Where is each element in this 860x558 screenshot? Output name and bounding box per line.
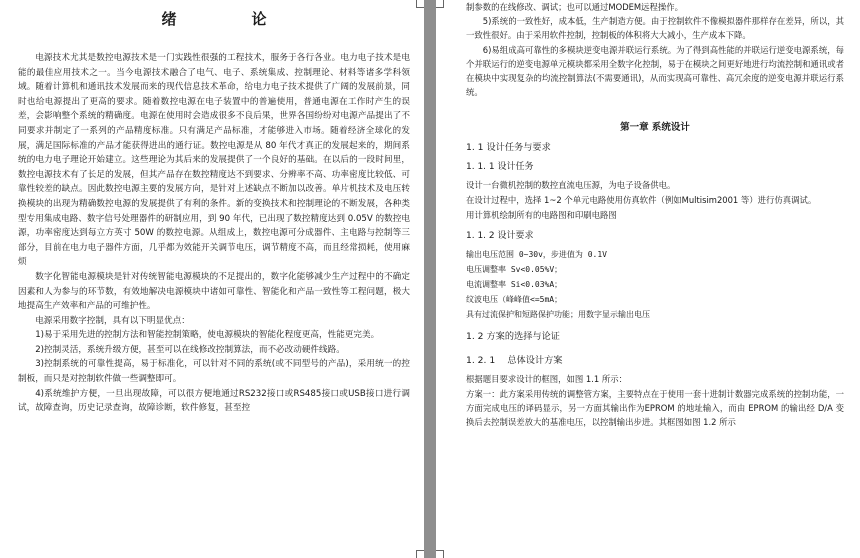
task-line: 用计算机绘制所有的电路图和印刷电路图 [466,209,617,220]
advantage-item: 2)控制灵活，系统升级方便，甚至可以在线修改控制算法，而不必改动硬件线路。 [35,344,345,355]
task-line: 在设计过程中，选择 1~2 个单元电路使用仿真软件（例如Multisim2001 等）进行仿真调试。 [466,195,817,206]
page-corner-mark [416,0,424,8]
document-page-left [0,0,424,558]
section-heading: 1. 2 方案的选择与论证 [466,331,560,343]
document-page-right [436,0,860,558]
task-line: 设计一台微机控制的数控直流电压源，为电子设备供电。 [466,180,676,191]
chapter-title: 第一章 系统设计 [620,122,690,134]
advantage-item: 1)易于采用先进的控制方法和智能控制策略，使电源模块的智能化程度更高，性能更完美。 [35,330,380,341]
subsection-heading: 1. 1. 1 设计任务 [466,162,534,173]
page-corner-mark [416,550,424,558]
page-corner-mark [436,0,444,8]
advantage-item: 4)系统维护方便，一旦出现故障，可以很方便地通过RS232接口或RS485接口或USB接口进行调试，故障查询，历史记录查询，故障诊断，软件修复，甚至控 [18,388,410,414]
intro-paragraph: 数字化智能电源模块是针对传统智能电源模块的不足提出的，数字化能够减少生产过程中的不确定因素和人为参与的环节数，有效地解决电源模块中诸如可靠性、智能化和产品一致性等工程问题，极大地提高生产效率和产品的可维护性。 [18,271,410,312]
continued-paragraph: 制参数的在线修改、调试；也可以通过MODEM远程操作。 [466,2,684,12]
page-corner-mark [436,550,444,558]
subsection-heading: 1. 1. 2 设计要求 [466,231,534,242]
intro-paragraph: 电源技术尤其是数控电源技术是一门实践性很强的工程技术，服务于各行各业。电力电子技术是电能的最佳应用技术之一。当今电源技术融合了电气、电子、系统集成、控制理论、材料等诸多学科领域。随着计算机和通讯技术发展而来的现代信息技术革命，给电力电子技术提供了广阔的发展前景，同时也给电源提出了更高的要求。随着数控电源在电子装置中的普遍使用，普通电源在工作时产生的误差，会影响整个系统的精确度。电源在使用时会造成很多不良后果，世界各国纷纷对电源产品提出了不同要求并制定了一系列的产品精度标准。只有满足产品标准，才能够进入市场。随着经济全球化的发展，满足国际标准的产品才能获得进出的通行证。数控电源是从 80 年代才真正的发展起来的，期间系统的电力电子理论开始建立。这些理论为其后来的发展提供了一个良好的基础。在以后的一段时间里，数控电源技术有了长足的发展，但其产品存在数控精度达不到要求、分辨率不高、功率密度比较低、可靠性较差的缺点。因此数控电源主要的发展方向，是针对上述缺点不断加以改善。单片机技术及电压转换模块的出现为精确数控电源的发展提供了有利的条件。新的变换技术和控制理论的不断发展，各种类型专用集成电路、数字信号处理器件的研制应用，到 90 年代，已出现了数控精度达到 0.05V 的数控电源，功率密度达到每立方英寸 50W 的数控电源。从组成上，数控电源可分成器件、主电路与控制等三部分，目前在电力电子器件方面，几乎都为效能开关调节电压，调节精度不高，而且经常损耗，使用麻烦 [18,53,410,268]
requirement-line: 电压调整率 Sv<0.05%V； [466,265,563,275]
advantage-item: 6)易组成高可靠性的多模块逆变电源并联运行系统。为了得到高性能的并联运行逆变电源系统，每个并联运行的逆变电源单元模块都采用全数字化控制，易于在模块之间更好地进行均流控制和通讯或者在模块中实现复杂的均流控制算法(不需要通讯)，从而实现高可靠性、高冗余度的逆变电源并联运行系统。 [466,44,844,98]
advantage-item: 5)系统的一致性好，成本低，生产制造方便。由于控制软件不像模拟器件那样存在差异，所以，其一致性很好。由于采用软件控制，控制板的体积将大大减小，生产成本下降。 [466,16,844,41]
requirement-line: 输出电压范围 0~30v，步进值为 0.1V [466,250,607,260]
requirement-line: 纹波电压（峰峰值<=5mA； [466,295,563,305]
requirement-line: 具有过流保护和短路保护功能；用数字显示输出电压 [466,310,650,320]
intro-paragraph: 电源采用数字控制，具有以下明显优点： [35,315,190,326]
subsection-heading: 1. 2. 1 总体设计方案 [466,355,563,367]
section-heading: 1. 1 设计任务与要求 [466,142,551,154]
advantage-item: 3)控制系统的可靠性提高，易于标准化，可以针对不同的系统(或不同型号的产品)，采用统一的控制板，而只是对控制软件做一些调整即可。 [18,359,410,385]
introduction-title: 绪 论 [161,10,297,28]
requirement-line: 电流调整率 Si<0.03%A； [466,280,563,290]
plan-line: 根据题目要求设计的框图，如图 1.1 所示： [466,374,628,385]
plan-paragraph: 方案一：此方案采用传统的调整管方案，主要特点在于使用一套十进制计数器完成系统的控制功能，一方面完成电压的译码显示，另一方面其输出作为EPROM 的地址输入，而由 EPROM 的输出经 D/A 变换后去控制误差放大的基准电压，以控制输出步进。其框图如图 1.2 所示 [466,388,844,428]
